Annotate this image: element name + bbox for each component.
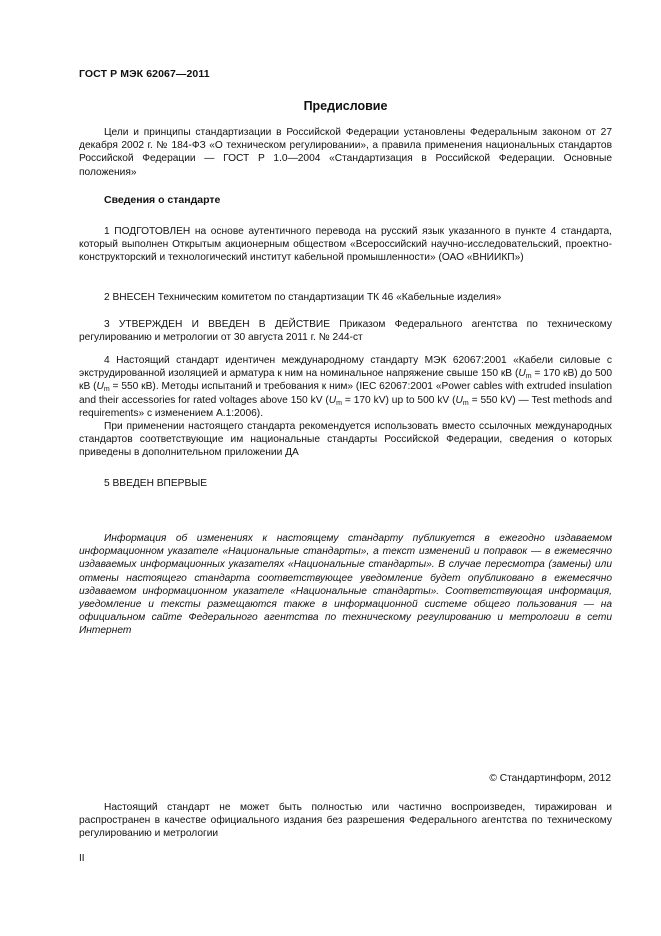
item-4-paragraph — [79, 354, 612, 420]
item-1-paragraph: 1 ПОДГОТОВЛЕН на основе аутентичного перевода на русский язык указанного в пункте 4 стандарта, который выполнен Открытым акционерным обществом «Всероссийский научно-исследовательский, проектно-конструкторский и технологический институт кабельной промышленности» (ОАО «ВНИИКП») — [79, 226, 612, 264]
voltage-symbol: U — [518, 368, 526, 380]
voltage-symbol: U — [96, 381, 104, 393]
item-4-text-part5: = 550 kV) — Test methods and requirements» с изменением А.1:2006). — [79, 394, 612, 419]
voltage-symbol: U — [328, 394, 337, 406]
intro-paragraph: Цели и принципы стандартизации в Российской Федерации установлены Федеральным законом от 27 декабря 2002 г. № 184-ФЗ «О техническом регулировании», а правила применения национальных стандартов Российской Федерации — ГОСТ Р 1.0—2004 «Стандартизация в Российской Федерации. Основные положения» — [79, 127, 612, 178]
voltage-subscript: m — [336, 399, 342, 407]
item-4-text-part3: = 550 кВ). Методы испытаний и требования к ним» (IEC 62067:2001 «Power cables with extruded insulation and their accessories for rated voltages above 150 kV ( — [79, 381, 612, 406]
copyright-line: © Стандартинформ, 2012 — [489, 773, 611, 784]
item-5-paragraph: 5 ВВЕДЕН ВПЕРВЫЕ — [104, 478, 208, 489]
page-title: Предисловие — [303, 99, 388, 113]
voltage-subscript: m — [525, 373, 532, 381]
voltage-subscript: m — [103, 386, 110, 394]
page-number: II — [79, 853, 85, 864]
item-2-paragraph: 2 ВНЕСЕН Техническим комитетом по стандартизации ТК 46 «Кабельные изделия» — [104, 292, 502, 303]
item-3-paragraph: 3 УТВЕРЖДЕН И ВВЕДЕН В ДЕЙСТВИЕ Приказом Федерального агентства по техническому регулированию и метрологии от 30 августа 2011 г. № 244-ст — [79, 319, 612, 344]
reproduction-notice-paragraph: Настоящий стандарт не может быть полностью или частично воспроизведен, тиражирован и распространен в качестве официального издания без разрешения Федерального агентства по техническому регулированию и метрологии — [79, 802, 612, 840]
item-4-text-part4: = 170 kV) up to 500 kV ( — [341, 394, 456, 406]
item-4-text-part2: = 170 кВ) до 500 кВ ( — [79, 368, 613, 393]
item-4-note-paragraph: При применении настоящего стандарта рекомендуется использовать вместо ссылочных международных стандартов соответствующие им национальные стандарты Российской Федерации, сведения о которых приведены в дополнительном приложении ДА — [79, 421, 612, 459]
document-header-id: ГОСТ Р МЭК 62067—2011 — [79, 68, 210, 80]
voltage-subscript: m — [462, 399, 469, 407]
section-subheading: Сведения о стандарте — [104, 194, 221, 206]
info-notice-paragraph: Информация об изменениях к настоящему стандарту публикуется в ежегодно издаваемом информационном указателе «Национальные стандарты», а текст изменений и поправок — в ежемесячно издаваемых информационных указателях «Национальные стандарты». В случае пересмотра (замены) или отмены настоящего стандарта соответствующее уведомление будет опубликовано в ежемесячно издаваемом информационном указателе «Национальные стандарты». Соответствующая информация, уведомление и тексты размещаются также в информационной системе общего пользования — на официальном сайте Федерального агентства по техническому регулированию и метрологии в сети Интернет — [79, 533, 612, 637]
item-4-text-part1: 4 Настоящий стандарт идентичен международному стандарту МЭК 62067:2001 «Кабели силовые с экструдированной изоляцией и арматура к ним на номинальное напряжение свыше 150 кВ ( — [79, 355, 612, 380]
voltage-symbol: U — [455, 394, 463, 406]
